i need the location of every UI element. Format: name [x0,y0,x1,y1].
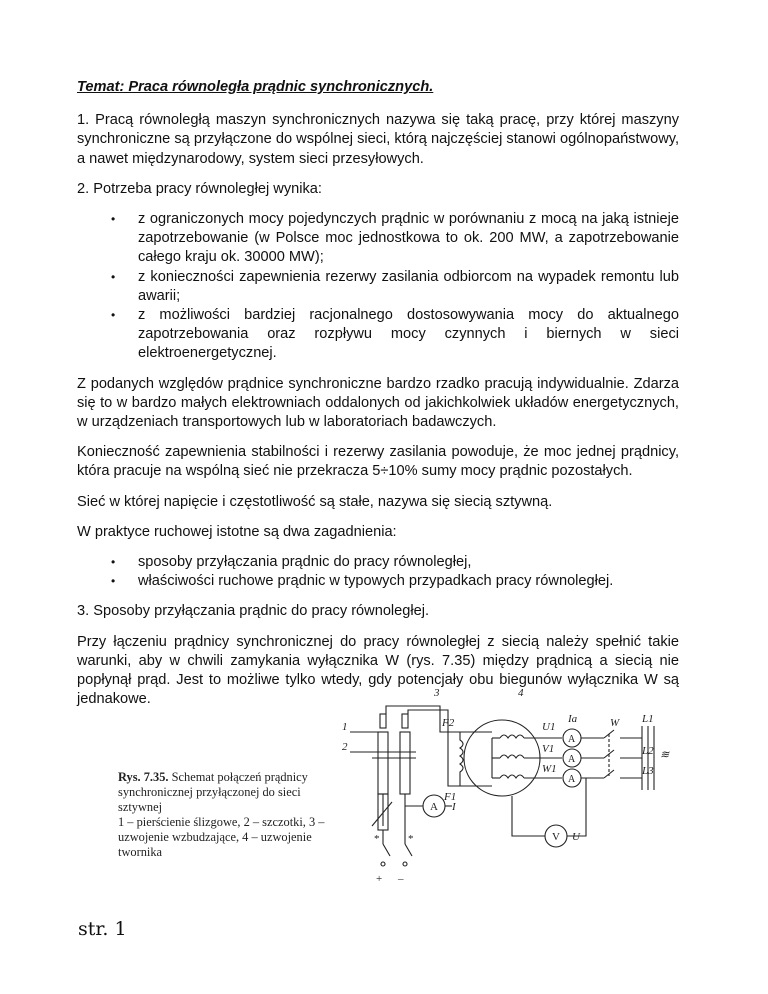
caption-text: Schemat połączeń prądnicy synchronicznej przyłączonej do sieci sztywnej [118,770,308,814]
paragraph-need-intro: 2. Potrzeba pracy równoległej wynika: [77,180,322,197]
label-2: 2 [342,741,348,753]
list-item: • z ograniczonych mocy pojedynczych prądnic w porównaniu z mocą na jaką istnieje zapotrzebowanie (w Polsce moc jednostkowa to ok. 200 MW, a zapotrzebowanie całego kraju ok. 30000 MW); [138,210,679,268]
field-rheostat [372,794,392,830]
ammeter-a-3: A [568,774,576,785]
label-u: U [572,831,580,843]
grid-symbol: ≋ [660,749,670,761]
issues-list [77,553,679,591]
label-ia: Ia [568,713,578,725]
paragraph-issues-intro: W praktyce ruchowej istotne są dwa zagadnienia: [77,523,397,540]
caption-lead: Rys. 7.35. [118,770,169,784]
label-v1: V1 [542,743,555,755]
slip-ring-assembly [350,714,416,826]
list-item: • właściwości ruchowe prądnic w typowych przypadkach pracy równoległej. [138,572,679,591]
dc-supply-switch [381,826,412,866]
label-4: 4 [518,687,524,699]
label-w1: W1 [542,763,557,775]
ammeter-a-i: A [430,801,438,813]
figure-caption [118,770,330,860]
list-item: • sposoby przyłączania prądnic do pracy równoległej, [138,553,679,572]
list-item: • z możliwości bardziej racjonalnego dostosowywania mocy do aktualnego zapotrzebowania oraz rozpływu mocy czynnych i biernych w sieci elektroenergetycznej. [138,306,679,364]
connection-diagram [342,686,678,886]
page-number: str. 1 [78,918,127,940]
section-heading-connection: 3. Sposoby przyłączania prądnic do pracy równoległej. [77,603,430,620]
ammeter-a-2: A [568,754,576,765]
label-minus: – [398,873,404,885]
need-reasons-list [77,210,679,364]
paragraph-individual-work: Z podanych względów prądnice synchroniczne bardzo rzadko pracują indywidualnie. Zdarza się to w bardzo małych elektrowniach oddalonych od jakichkolwiek układów energetycznych, w urządzeniach transportowych lub w laboratoriach badawczych. [77,375,679,431]
label-w: W [610,717,620,729]
label-u1: U1 [542,721,556,733]
list-item: • z konieczności zapewnienia rezerwy zasilania odbiorcom na wypadek remontu lub awarii; [138,268,679,306]
label-star-1: * [374,833,380,845]
paragraph-rigid-grid: Sieć w której napięcie i częstotliwość są stałe, nazywa się siecią sztywną. [77,493,553,510]
label-plus: + [376,873,383,885]
ammeter-a-1: A [568,734,576,745]
label-l3: L3 [642,765,654,777]
label-3: 3 [434,687,440,699]
label-l2: L2 [642,745,654,757]
document-body [77,78,679,720]
topic-heading: Temat: Praca równoległa prądnic synchronicznych. [77,79,434,95]
label-f2: F2 [442,717,455,729]
label-star-2: * [408,833,414,845]
breaker-w [604,730,642,778]
label-f1: F1 [444,791,457,803]
paragraph-connection-conditions: Przy łączeniu prądnicy synchronicznej do pracy równoległej z siecią należy spełnić takie warunki, aby w chwili zamykania wyłącznika W (rys. 7.35) między prądnicą a siecią nie popłynął prąd. Jest to możliwe tylko wtedy, gdy potencjały obu biegunów wyłącznika W są jednakowe. [77,633,679,708]
label-i: I [452,801,456,813]
paragraph-stability: Konieczność zapewnienia stabilności i rezerwy zasilania powoduje, że moc jednej prądnicy, która pracuje na wspólną sieć nie przekracza 5÷10% sumy mocy prądnic pozostałych. [77,444,679,480]
figure-7-35 [118,686,678,886]
label-1: 1 [342,721,348,733]
voltmeter-v: V [552,831,560,843]
label-l1: L1 [642,713,654,725]
caption-legend: 1 – pierścienie ślizgowe, 2 – szczotki, 3 – uzwojenie wzbudzające, 4 – uzwojenie twornika [118,815,325,859]
paragraph-definition: 1. Pracą równoległą maszyn synchronicznych nazywa się taką pracę, przy której maszyny synchroniczne są przyłączone do wspólnej sieci, którą najczęściej stanowi ogólnopaństwowy, a nawet międzynarodowy, system sieci przesyłowych. [77,112,679,167]
